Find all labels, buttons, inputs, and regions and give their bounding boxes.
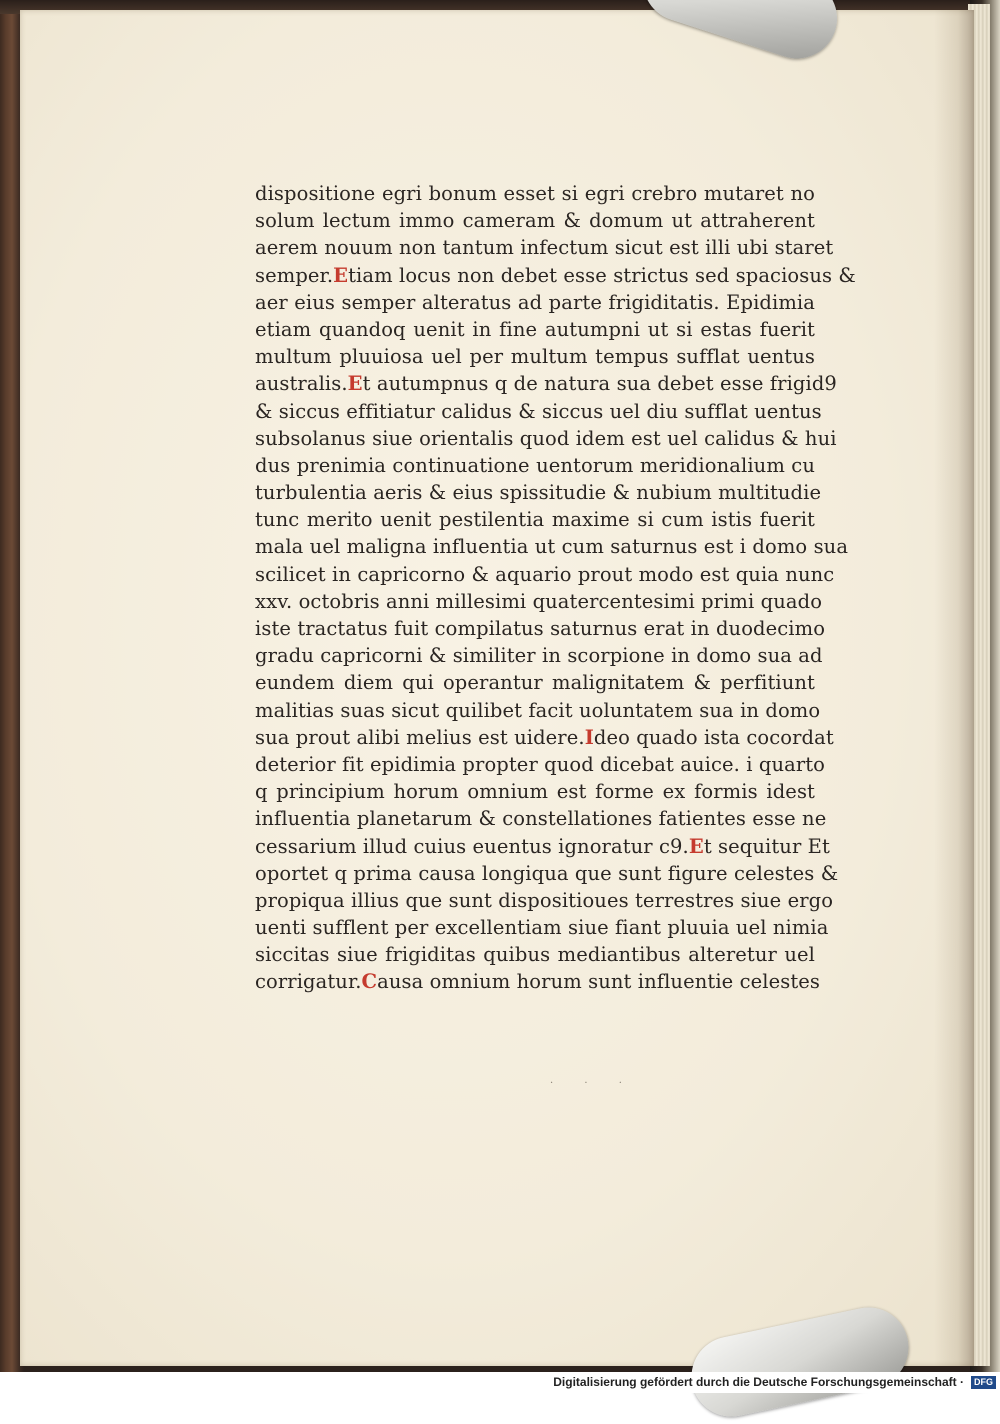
text-line — [255, 588, 823, 615]
dfg-logo: DFG — [971, 1376, 996, 1389]
line-text: subsolanus siue orientalis quod idem est uel calidus & hui — [255, 426, 837, 450]
text-line — [255, 289, 815, 316]
text-line — [255, 234, 834, 261]
line-text: etiam quandoq uenit in fine autumpni ut si estas fuerit — [255, 317, 815, 341]
line-text: mala uel maligna influentia ut cum saturnus est i domo sua — [255, 535, 849, 559]
line-text: xxv. octobris anni millesimi quatercentesimi primi quado — [255, 589, 823, 613]
text-line — [255, 860, 839, 887]
text-line — [255, 968, 821, 995]
text-line — [255, 207, 815, 234]
line-text: dispositione egri bonum esset si egri crebro mutaret no — [255, 182, 815, 205]
rubricated-initial: I — [584, 725, 594, 749]
text-line — [255, 805, 827, 832]
line-text: uenti sufflent per excellentiam siue fiant pluuia uel nimia — [255, 916, 829, 940]
text-line — [255, 887, 834, 914]
text-line — [255, 914, 829, 941]
line-text: malitias suas sicut quilibet facit uoluntatem sua in domo — [255, 698, 821, 722]
text-line — [255, 669, 815, 696]
page-specks: · · · — [550, 1078, 636, 1089]
line-text: tunc merito uenit pestilentia maxime si cum istis fuerit — [255, 508, 815, 532]
line-text-continued: tiam locus non debet esse strictus sed spaciosus & — [348, 263, 856, 287]
rubricated-initial: E — [347, 372, 363, 396]
line-text: propiqua illius que sunt dispositioues terrestres siue ergo — [255, 888, 834, 912]
line-text: australis. — [255, 372, 348, 396]
footer-credit: Digitalisierung gefördert durch die Deutsche Forschungsgemeinschaft · — [553, 1375, 964, 1389]
line-text: sua prout alibi melius est uidere. — [255, 725, 585, 749]
text-line — [255, 180, 815, 207]
line-text: & siccus effitiatur calidus & siccus uel diu sufflat uentus — [255, 399, 822, 423]
text-line — [255, 561, 835, 588]
rubricated-initial: C — [361, 970, 378, 994]
line-text-continued: deo quado ista cocordat — [593, 725, 834, 749]
line-text: eundem diem qui operantur malignitatem & perfitiunt — [255, 671, 815, 695]
text-block — [255, 180, 856, 996]
line-text: solum lectum immo cameram & domum ut attraherent — [255, 209, 815, 233]
rubricated-initial: E — [333, 263, 349, 287]
text-line — [255, 642, 823, 669]
text-line — [255, 370, 837, 397]
line-text: iste tractatus fuit compilatus saturnus erat in duodecimo — [255, 617, 826, 640]
line-text: aer eius semper alteratus ad parte frigiditatis. Epidimia — [255, 290, 815, 314]
line-text: corrigatur. — [255, 970, 362, 994]
text-line — [255, 941, 815, 968]
line-text: siccitas siue frigiditas quibus mediantibus alteretur uel — [255, 943, 815, 967]
line-text: scilicet in capricorno & aquario prout modo est quia nunc — [255, 562, 835, 586]
line-text-continued: t autumpnus q de natura sua debet esse frigid9 — [362, 372, 837, 396]
line-text: oportet q prima causa longiqua que sunt figure celestes & — [255, 861, 839, 885]
text-line — [255, 316, 815, 343]
line-text: deterior fit epidimia propter quod dicebat auice. i quarto — [255, 752, 826, 776]
text-line — [255, 751, 826, 778]
text-line — [255, 506, 815, 533]
line-text: q principium horum omnium est forme ex formis idest — [255, 780, 815, 804]
line-text-continued: t sequitur Et — [703, 834, 830, 858]
text-line — [255, 724, 834, 751]
text-line — [255, 262, 856, 289]
line-text: aerem nouum non tantum infectum sicut est illi ubi staret — [255, 236, 834, 260]
line-text: influentia planetarum & constellationes fatientes esse ne — [255, 807, 827, 831]
line-text: multum pluuiosa uel per multum tempus sufflat uentus — [255, 345, 815, 369]
line-text: cessarium illud cuius euentus ignoratur c9. — [255, 834, 689, 858]
text-line — [255, 479, 822, 506]
line-text: gradu capricorni & similiter in scorpione in domo sua ad — [255, 644, 823, 668]
text-line — [255, 697, 821, 724]
line-text: semper. — [255, 263, 334, 287]
text-line — [255, 398, 822, 425]
text-line — [255, 425, 837, 452]
text-line — [255, 615, 826, 642]
footer-bar — [0, 1372, 1000, 1393]
line-text: dus prenimia continuatione uentorum meridionalium cu — [255, 453, 815, 477]
text-line — [255, 452, 815, 479]
line-text: turbulentia aeris & eius spissitudie & nubium multitudie — [255, 481, 822, 505]
rubricated-initial: E — [688, 834, 704, 858]
text-line — [255, 533, 849, 560]
text-line — [255, 343, 815, 370]
text-line — [255, 833, 830, 860]
text-line — [255, 778, 815, 805]
line-text-continued: ausa omnium horum sunt influentie celestes — [377, 970, 821, 994]
